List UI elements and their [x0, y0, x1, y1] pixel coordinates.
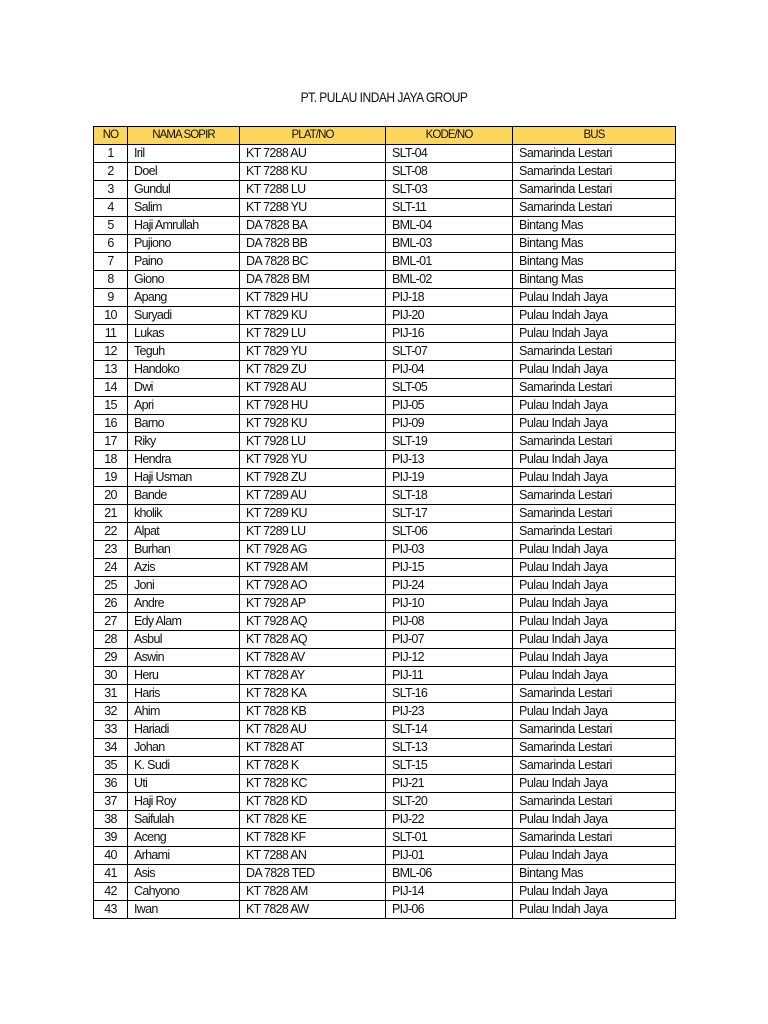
cell-bus: Bintang Mas: [513, 217, 676, 235]
cell-bus: Bintang Mas: [513, 253, 676, 271]
cell-plat-no: KT 7928 AU: [240, 379, 386, 397]
cell-kode-no: PIJ-23: [386, 703, 513, 721]
cell-bus: Pulau Indah Jaya: [513, 361, 676, 379]
cell-no: 17: [94, 433, 128, 451]
cell-no: 9: [94, 289, 128, 307]
cell-nama-sopir: K. Sudi: [128, 757, 240, 775]
table-row: [94, 361, 676, 379]
cell-kode-no: SLT-19: [386, 433, 513, 451]
cell-kode-no: PIJ-21: [386, 775, 513, 793]
cell-nama-sopir: Iwan: [128, 901, 240, 919]
cell-plat-no: DA 7828 BA: [240, 217, 386, 235]
cell-no: 43: [94, 901, 128, 919]
header-nama-sopir: NAMA SOPIR: [128, 127, 240, 145]
cell-bus: Pulau Indah Jaya: [513, 883, 676, 901]
cell-plat-no: DA 7828 BM: [240, 271, 386, 289]
table-row: [94, 703, 676, 721]
cell-kode-no: BML-06: [386, 865, 513, 883]
cell-kode-no: SLT-05: [386, 379, 513, 397]
cell-nama-sopir: Azis: [128, 559, 240, 577]
cell-bus: Samarinda Lestari: [513, 379, 676, 397]
cell-bus: Samarinda Lestari: [513, 163, 676, 181]
header-row: [94, 127, 676, 145]
cell-nama-sopir: Joni: [128, 577, 240, 595]
driver-table: [93, 126, 676, 919]
cell-no: 30: [94, 667, 128, 685]
cell-nama-sopir: Teguh: [128, 343, 240, 361]
cell-bus: Samarinda Lestari: [513, 199, 676, 217]
cell-plat-no: KT 7928 YU: [240, 451, 386, 469]
table-row: [94, 181, 676, 199]
cell-kode-no: BML-02: [386, 271, 513, 289]
cell-plat-no: KT 7828 KC: [240, 775, 386, 793]
cell-bus: Samarinda Lestari: [513, 829, 676, 847]
cell-bus: Pulau Indah Jaya: [513, 811, 676, 829]
cell-nama-sopir: Heru: [128, 667, 240, 685]
cell-bus: Samarinda Lestari: [513, 343, 676, 361]
cell-kode-no: SLT-20: [386, 793, 513, 811]
cell-kode-no: PIJ-10: [386, 595, 513, 613]
table-row: [94, 811, 676, 829]
cell-bus: Samarinda Lestari: [513, 505, 676, 523]
cell-kode-no: PIJ-08: [386, 613, 513, 631]
cell-kode-no: SLT-06: [386, 523, 513, 541]
cell-nama-sopir: Pujiono: [128, 235, 240, 253]
cell-kode-no: SLT-14: [386, 721, 513, 739]
cell-no: 1: [94, 145, 128, 163]
cell-no: 13: [94, 361, 128, 379]
cell-bus: Pulau Indah Jaya: [513, 415, 676, 433]
cell-bus: Pulau Indah Jaya: [513, 289, 676, 307]
cell-bus: Pulau Indah Jaya: [513, 703, 676, 721]
cell-no: 41: [94, 865, 128, 883]
cell-nama-sopir: Haji Amrullah: [128, 217, 240, 235]
cell-nama-sopir: Giono: [128, 271, 240, 289]
cell-kode-no: SLT-13: [386, 739, 513, 757]
cell-bus: Pulau Indah Jaya: [513, 667, 676, 685]
header-no: NO: [94, 127, 128, 145]
cell-bus: Pulau Indah Jaya: [513, 631, 676, 649]
cell-no: 35: [94, 757, 128, 775]
table-row: [94, 469, 676, 487]
cell-no: 31: [94, 685, 128, 703]
table-body: [94, 145, 676, 919]
header-plat-no: PLAT/NO: [240, 127, 386, 145]
cell-no: 21: [94, 505, 128, 523]
cell-bus: Samarinda Lestari: [513, 181, 676, 199]
cell-no: 2: [94, 163, 128, 181]
cell-no: 33: [94, 721, 128, 739]
table-row: [94, 397, 676, 415]
cell-plat-no: KT 7928 HU: [240, 397, 386, 415]
cell-kode-no: PIJ-11: [386, 667, 513, 685]
cell-kode-no: SLT-07: [386, 343, 513, 361]
cell-plat-no: KT 7829 ZU: [240, 361, 386, 379]
cell-kode-no: PIJ-04: [386, 361, 513, 379]
cell-bus: Pulau Indah Jaya: [513, 307, 676, 325]
table-row: [94, 325, 676, 343]
cell-bus: Bintang Mas: [513, 235, 676, 253]
cell-nama-sopir: kholik: [128, 505, 240, 523]
cell-plat-no: KT 7828 KE: [240, 811, 386, 829]
cell-no: 42: [94, 883, 128, 901]
cell-bus: Pulau Indah Jaya: [513, 451, 676, 469]
cell-plat-no: KT 7288 KU: [240, 163, 386, 181]
cell-kode-no: PIJ-15: [386, 559, 513, 577]
cell-bus: Samarinda Lestari: [513, 757, 676, 775]
cell-plat-no: KT 7928 AQ: [240, 613, 386, 631]
cell-nama-sopir: Asis: [128, 865, 240, 883]
cell-plat-no: KT 7928 AO: [240, 577, 386, 595]
cell-kode-no: PIJ-19: [386, 469, 513, 487]
cell-no: 37: [94, 793, 128, 811]
table-row: [94, 793, 676, 811]
cell-plat-no: KT 7928 AM: [240, 559, 386, 577]
cell-bus: Samarinda Lestari: [513, 145, 676, 163]
cell-no: 27: [94, 613, 128, 631]
cell-bus: Pulau Indah Jaya: [513, 901, 676, 919]
table-row: [94, 613, 676, 631]
cell-nama-sopir: Andre: [128, 595, 240, 613]
cell-nama-sopir: Aswin: [128, 649, 240, 667]
cell-nama-sopir: Johan: [128, 739, 240, 757]
cell-plat-no: KT 7289 LU: [240, 523, 386, 541]
cell-no: 40: [94, 847, 128, 865]
cell-nama-sopir: Lukas: [128, 325, 240, 343]
cell-nama-sopir: Iril: [128, 145, 240, 163]
cell-plat-no: KT 7828 KA: [240, 685, 386, 703]
table-row: [94, 775, 676, 793]
table-row: [94, 289, 676, 307]
cell-bus: Samarinda Lestari: [513, 721, 676, 739]
table-row: [94, 523, 676, 541]
cell-nama-sopir: Suryadi: [128, 307, 240, 325]
cell-bus: Samarinda Lestari: [513, 433, 676, 451]
cell-bus: Samarinda Lestari: [513, 793, 676, 811]
cell-nama-sopir: Apri: [128, 397, 240, 415]
table-row: [94, 271, 676, 289]
cell-kode-no: PIJ-12: [386, 649, 513, 667]
cell-no: 19: [94, 469, 128, 487]
cell-bus: Bintang Mas: [513, 865, 676, 883]
table-row: [94, 739, 676, 757]
cell-bus: Pulau Indah Jaya: [513, 775, 676, 793]
cell-nama-sopir: Haris: [128, 685, 240, 703]
cell-nama-sopir: Uti: [128, 775, 240, 793]
table-row: [94, 883, 676, 901]
cell-nama-sopir: Edy Alam: [128, 613, 240, 631]
cell-nama-sopir: Hariadi: [128, 721, 240, 739]
cell-plat-no: KT 7828 AM: [240, 883, 386, 901]
cell-kode-no: PIJ-14: [386, 883, 513, 901]
cell-no: 4: [94, 199, 128, 217]
cell-kode-no: PIJ-18: [386, 289, 513, 307]
cell-bus: Samarinda Lestari: [513, 739, 676, 757]
cell-kode-no: BML-04: [386, 217, 513, 235]
cell-plat-no: KT 7289 AU: [240, 487, 386, 505]
table-row: [94, 829, 676, 847]
cell-bus: Pulau Indah Jaya: [513, 325, 676, 343]
cell-plat-no: KT 7289 KU: [240, 505, 386, 523]
cell-no: 23: [94, 541, 128, 559]
cell-plat-no: KT 7828 AU: [240, 721, 386, 739]
cell-plat-no: KT 7928 AP: [240, 595, 386, 613]
cell-nama-sopir: Haji Usman: [128, 469, 240, 487]
cell-kode-no: SLT-08: [386, 163, 513, 181]
cell-plat-no: KT 7829 YU: [240, 343, 386, 361]
cell-no: 7: [94, 253, 128, 271]
table-row: [94, 595, 676, 613]
cell-plat-no: KT 7828 KD: [240, 793, 386, 811]
cell-bus: Bintang Mas: [513, 271, 676, 289]
cell-no: 25: [94, 577, 128, 595]
cell-no: 3: [94, 181, 128, 199]
cell-no: 6: [94, 235, 128, 253]
cell-kode-no: SLT-03: [386, 181, 513, 199]
cell-bus: Samarinda Lestari: [513, 487, 676, 505]
cell-nama-sopir: Riky: [128, 433, 240, 451]
cell-kode-no: PIJ-03: [386, 541, 513, 559]
cell-kode-no: BML-01: [386, 253, 513, 271]
cell-bus: Pulau Indah Jaya: [513, 469, 676, 487]
cell-no: 11: [94, 325, 128, 343]
cell-bus: Pulau Indah Jaya: [513, 559, 676, 577]
table-row: [94, 253, 676, 271]
cell-no: 28: [94, 631, 128, 649]
table-row: [94, 343, 676, 361]
cell-nama-sopir: Cahyono: [128, 883, 240, 901]
cell-no: 5: [94, 217, 128, 235]
table-row: [94, 847, 676, 865]
cell-kode-no: PIJ-05: [386, 397, 513, 415]
cell-nama-sopir: Ahim: [128, 703, 240, 721]
table-row: [94, 145, 676, 163]
cell-kode-no: BML-03: [386, 235, 513, 253]
table-row: [94, 415, 676, 433]
cell-plat-no: KT 7928 KU: [240, 415, 386, 433]
cell-no: 8: [94, 271, 128, 289]
table-row: [94, 433, 676, 451]
cell-plat-no: KT 7828 AT: [240, 739, 386, 757]
cell-no: 15: [94, 397, 128, 415]
cell-plat-no: KT 7829 KU: [240, 307, 386, 325]
cell-kode-no: SLT-11: [386, 199, 513, 217]
cell-kode-no: SLT-16: [386, 685, 513, 703]
cell-no: 22: [94, 523, 128, 541]
cell-plat-no: KT 7928 ZU: [240, 469, 386, 487]
cell-kode-no: PIJ-01: [386, 847, 513, 865]
cell-no: 39: [94, 829, 128, 847]
cell-nama-sopir: Salim: [128, 199, 240, 217]
cell-nama-sopir: Doel: [128, 163, 240, 181]
cell-no: 38: [94, 811, 128, 829]
cell-no: 18: [94, 451, 128, 469]
cell-nama-sopir: Gundul: [128, 181, 240, 199]
table-row: [94, 379, 676, 397]
table-row: [94, 307, 676, 325]
cell-kode-no: PIJ-06: [386, 901, 513, 919]
cell-plat-no: KT 7828 KF: [240, 829, 386, 847]
cell-kode-no: PIJ-22: [386, 811, 513, 829]
cell-kode-no: SLT-01: [386, 829, 513, 847]
cell-kode-no: SLT-15: [386, 757, 513, 775]
table-row: [94, 667, 676, 685]
cell-nama-sopir: Arhami: [128, 847, 240, 865]
cell-nama-sopir: Asbul: [128, 631, 240, 649]
cell-no: 36: [94, 775, 128, 793]
cell-plat-no: KT 7828 KB: [240, 703, 386, 721]
cell-nama-sopir: Bande: [128, 487, 240, 505]
cell-bus: Pulau Indah Jaya: [513, 595, 676, 613]
cell-kode-no: PIJ-07: [386, 631, 513, 649]
cell-no: 29: [94, 649, 128, 667]
cell-no: 16: [94, 415, 128, 433]
cell-plat-no: KT 7828 AV: [240, 649, 386, 667]
cell-bus: Pulau Indah Jaya: [513, 577, 676, 595]
table-row: [94, 163, 676, 181]
cell-plat-no: DA 7828 BB: [240, 235, 386, 253]
table-row: [94, 559, 676, 577]
cell-plat-no: KT 7928 LU: [240, 433, 386, 451]
table-row: [94, 199, 676, 217]
cell-plat-no: KT 7288 YU: [240, 199, 386, 217]
cell-kode-no: SLT-04: [386, 145, 513, 163]
cell-no: 10: [94, 307, 128, 325]
cell-nama-sopir: Dwi: [128, 379, 240, 397]
cell-plat-no: KT 7288 LU: [240, 181, 386, 199]
cell-nama-sopir: Burhan: [128, 541, 240, 559]
cell-nama-sopir: Hendra: [128, 451, 240, 469]
cell-kode-no: PIJ-20: [386, 307, 513, 325]
table-row: [94, 217, 676, 235]
cell-bus: Pulau Indah Jaya: [513, 847, 676, 865]
cell-bus: Pulau Indah Jaya: [513, 613, 676, 631]
cell-plat-no: KT 7928 AG: [240, 541, 386, 559]
cell-no: 20: [94, 487, 128, 505]
table-row: [94, 685, 676, 703]
table-row: [94, 505, 676, 523]
cell-plat-no: KT 7288 AN: [240, 847, 386, 865]
cell-plat-no: KT 7288 AU: [240, 145, 386, 163]
cell-no: 14: [94, 379, 128, 397]
cell-nama-sopir: Alpat: [128, 523, 240, 541]
cell-plat-no: DA 7828 TED: [240, 865, 386, 883]
table-row: [94, 235, 676, 253]
table-row: [94, 631, 676, 649]
cell-nama-sopir: Aceng: [128, 829, 240, 847]
cell-nama-sopir: Barno: [128, 415, 240, 433]
cell-no: 32: [94, 703, 128, 721]
table-row: [94, 487, 676, 505]
cell-plat-no: KT 7828 AW: [240, 901, 386, 919]
table-row: [94, 721, 676, 739]
cell-bus: Pulau Indah Jaya: [513, 541, 676, 559]
cell-kode-no: PIJ-24: [386, 577, 513, 595]
table-row: [94, 577, 676, 595]
table-row: [94, 865, 676, 883]
cell-kode-no: SLT-18: [386, 487, 513, 505]
cell-nama-sopir: Paino: [128, 253, 240, 271]
document-title: PT. PULAU INDAH JAYA GROUP: [300, 89, 468, 105]
cell-nama-sopir: Apang: [128, 289, 240, 307]
table-row: [94, 541, 676, 559]
cell-bus: Samarinda Lestari: [513, 523, 676, 541]
cell-nama-sopir: Saifulah: [128, 811, 240, 829]
cell-plat-no: DA 7828 BC: [240, 253, 386, 271]
cell-bus: Samarinda Lestari: [513, 685, 676, 703]
cell-bus: Pulau Indah Jaya: [513, 649, 676, 667]
table-row: [94, 901, 676, 919]
cell-plat-no: KT 7829 HU: [240, 289, 386, 307]
header-kode-no: KODE/NO: [386, 127, 513, 145]
header-bus: BUS: [513, 127, 676, 145]
cell-bus: Pulau Indah Jaya: [513, 397, 676, 415]
cell-nama-sopir: Haji Roy: [128, 793, 240, 811]
table-header: [94, 127, 676, 145]
table-row: [94, 451, 676, 469]
cell-plat-no: KT 7828 K: [240, 757, 386, 775]
cell-kode-no: PIJ-13: [386, 451, 513, 469]
cell-nama-sopir: Handoko: [128, 361, 240, 379]
cell-plat-no: KT 7828 AQ: [240, 631, 386, 649]
cell-plat-no: KT 7829 LU: [240, 325, 386, 343]
cell-no: 34: [94, 739, 128, 757]
cell-kode-no: PIJ-16: [386, 325, 513, 343]
table-row: [94, 649, 676, 667]
cell-no: 24: [94, 559, 128, 577]
cell-kode-no: SLT-17: [386, 505, 513, 523]
cell-plat-no: KT 7828 AY: [240, 667, 386, 685]
table-row: [94, 757, 676, 775]
cell-no: 12: [94, 343, 128, 361]
cell-no: 26: [94, 595, 128, 613]
cell-kode-no: PIJ-09: [386, 415, 513, 433]
